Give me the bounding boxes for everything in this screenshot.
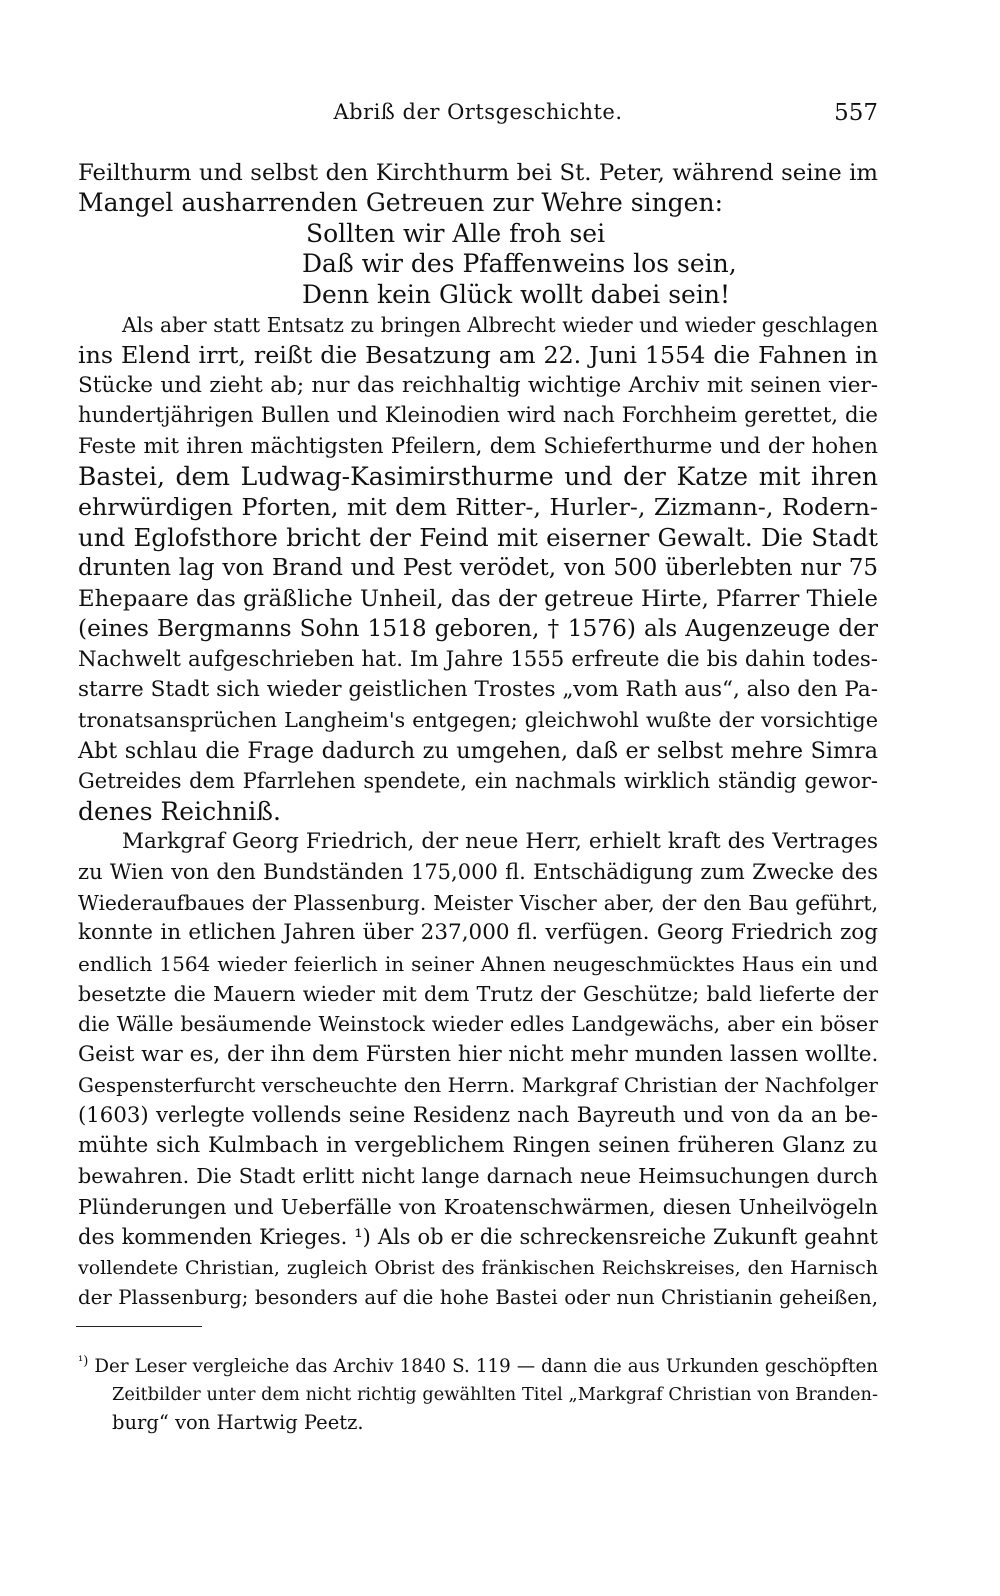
text-line: konnte in etlichen Jahren über 237,000 fl. verfügen. Georg Friedrich zog [78, 920, 878, 946]
running-head [78, 100, 878, 134]
text-line: Geist war es, der ihn dem Fürsten hier nicht mehr munden lassen wollte. [78, 1041, 879, 1067]
text-line: Getreides dem Pfarrlehen spendete, ein nachmals wirklich ständig gewor- [78, 769, 878, 794]
text-line: Gespensterfurcht verscheuchte den Herrn. Markgraf Christian der Nachfolger [78, 1073, 878, 1098]
verse-line: Denn kein Glück wollt dabei sein! [302, 279, 730, 309]
text-line: Feilthurm und selbst den Kirchthurm bei St. Peter, während seine im [78, 160, 878, 186]
page-number: 557 [834, 100, 878, 126]
text-line: hundertjährigen Bullen und Kleinodien wird nach Forchheim gerettet, die [78, 403, 878, 429]
verse-line: Sollten wir Alle froh sei [306, 218, 606, 248]
text-line: des kommenden Krieges. ¹) Als ob er die schreckensreiche Zukunft geahnt [78, 1225, 878, 1250]
text-line: Stücke und zieht ab; nur das reichhaltig wichtige Archiv mit seinen vier- [78, 372, 878, 398]
footnote-line [78, 1348, 878, 1381]
footnote-divider [76, 1326, 202, 1327]
text-line: ins Elend irrt, reißt die Besatzung am 22. Juni 1554 die Fahnen in [78, 341, 878, 370]
footnotes [78, 1348, 878, 1437]
text-line: mühte sich Kulmbach in vergeblichem Ringen seinen früheren Glanz zu [78, 1133, 878, 1158]
text-line: der Plassenburg; besonders auf die hohe Bastei oder nun Christianin geheißen, [78, 1286, 878, 1310]
text-line: bewahren. Die Stadt erlitt nicht lange darnach neue Heimsuchungen durch [78, 1164, 878, 1189]
paragraph-start: Als aber statt Entsatz zu bringen Albrecht wieder und wieder geschlagen [122, 313, 878, 338]
text-line: Feste mit ihren mächtigsten Pfeilern, dem Schieferthurme und der hohen [78, 433, 878, 459]
text-line: Abt schlau die Frage dadurch zu umgehen, daß er selbst mehre Simra [78, 737, 878, 764]
footnote-line: Zeitbilder unter dem nicht richtig gewählten Titel „Markgraf Christian von Branden- [112, 1385, 878, 1406]
text-line: besetzte die Mauern wieder mit dem Trutz der Geschütze; bald lieferte der [78, 981, 878, 1006]
text-line: denes Reichniß. [78, 796, 281, 826]
text-line: und Eglofsthore bricht der Feind mit eiserner Gewalt. Die Stadt [78, 522, 878, 552]
footnote-text: Der Leser vergleiche das Archiv 1840 S. 119 — dann die aus Urkunden geschöpften [94, 1356, 878, 1378]
text-line: Mangel ausharrenden Getreuen zur Wehre singen: [78, 188, 723, 218]
text-line: Ehepaare das gräßliche Unheil, das der getreue Hirte, Pfarrer Thiele [78, 585, 878, 612]
text-line: Nachwelt aufgeschrieben hat. Im Jahre 1555 erfreute die bis dahin todes- [78, 646, 878, 672]
text-line: Bastei, dem Ludwag-Kasimirsthurme und der Katze mit ihren [78, 462, 878, 492]
text-line: (eines Bergmanns Sohn 1518 geboren, † 1576) als Augenzeuge der [78, 615, 878, 643]
text-line: zu Wien von den Bundständen 175,000 fl. Entschädigung zum Zwecke des [78, 860, 878, 885]
body-text [78, 158, 878, 1313]
text-line: (1603) verlegte vollends seine Residenz nach Bayreuth und von da an be- [78, 1102, 878, 1128]
footnote-marker: ¹) [78, 1354, 89, 1369]
text-line: vollendete Christian, zugleich Obrist des fränkischen Reichskreises, den Harnisch [78, 1256, 878, 1279]
text-line: starre Stadt sich wieder geistlichen Trostes „vom Rath aus“, also den Pa- [78, 676, 878, 702]
running-title: Abriß der Ortsgeschichte. [333, 100, 623, 124]
text-line: drunten lag von Brand und Pest verödet, von 500 überlebten nur 75 [78, 555, 878, 582]
verse-line: Daß wir des Pfaffenweins los sein, [302, 249, 737, 279]
paragraph-start: Markgraf Georg Friedrich, der neue Herr, erhielt kraft des Vertrages [122, 828, 878, 854]
text-line: die Wälle besäumende Weinstock wieder edles Landgewächs, aber ein böser [78, 1012, 878, 1037]
text-line: ehrwürdigen Pforten, mit dem Ritter-, Hurler-, Zizmann-, Rodern- [78, 493, 878, 522]
text-line: tronatsansprüchen Langheim's entgegen; gleichwohl wußte der vorsichtige [78, 708, 878, 733]
text-line: endlich 1564 wieder feierlich in seiner Ahnen neugeschmücktes Haus ein und [78, 951, 878, 976]
footnote-line: burg“ von Hartwig Peetz. [112, 1411, 364, 1435]
text-line: Plünderungen und Ueberfälle von Kroatenschwärmen, diesen Unheilvögeln [78, 1194, 878, 1219]
text-line: Wiederaufbaues der Plassenburg. Meister Vischer aber, der den Bau geführt, [78, 890, 878, 915]
